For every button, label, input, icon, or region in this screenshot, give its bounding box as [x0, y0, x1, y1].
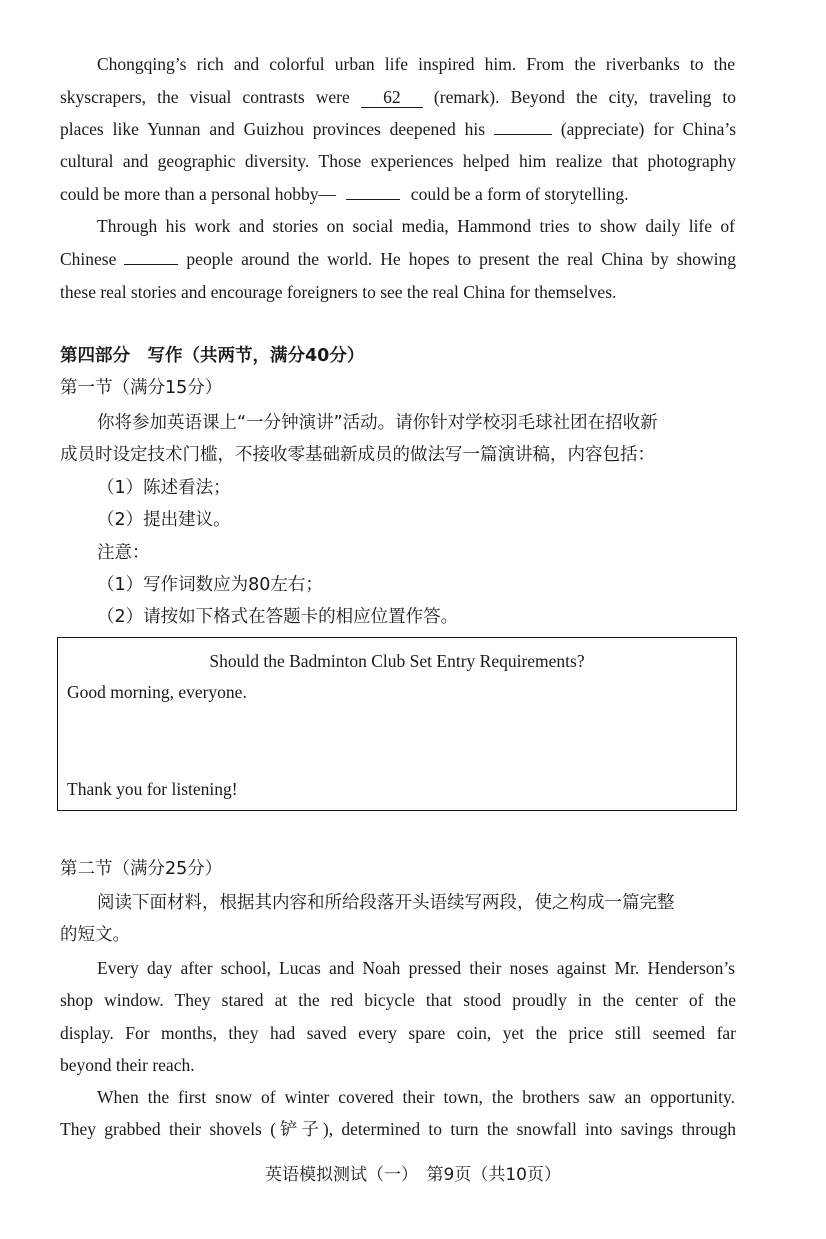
passage-a-p2-line-3: these real stories and encourage foreigners to see the real China for themselves. [60, 282, 617, 302]
passage-a-p1-line-5-post: could be a form of storytelling. [410, 184, 629, 204]
passage-a-p2-line-2-post: people around the world. He hopes to present the real China by showing [186, 249, 737, 269]
section2-heading: 第二节（满分25分） [60, 859, 223, 879]
section1-note-2: （2）请按如下格式在答题卡的相应位置作答。 [97, 607, 459, 627]
passage-a-p1-line-2-pre: skyscrapers, the visual contrasts were [60, 87, 350, 107]
blank-63 [494, 134, 552, 135]
speech-closing: Thank you for listening! [67, 779, 238, 799]
section2-instruction-line-1: 阅读下面材料，根据其内容和所给段落开头语续写两段，使之构成一篇完整 [97, 893, 675, 913]
story-p1-line-3: display. For months, they had saved every spare coin, yet the price still seemed far [60, 1023, 736, 1043]
blank-65 [124, 264, 178, 265]
blank-62: 62 [361, 87, 423, 108]
passage-a-p1-line-4: cultural and geographic diversity. Those experiences helped him realize that photography [60, 151, 736, 171]
passage-a-p2-line-2-pre: Chinese [60, 249, 117, 269]
passage-a-p1-line-5 [60, 182, 736, 206]
section1-note-1: （1）写作词数应为80左右； [97, 575, 323, 595]
passage-a-p2-line-2 [60, 247, 736, 271]
story-p2-line-2: They grabbed their shovels (铲子), determined to turn the snowfall into savings through [60, 1119, 736, 1139]
passage-a-p1-line-3-pre: places like Yunnan and Guizhou provinces deepened his [60, 119, 486, 139]
section1-item-2: （2）提出建议。 [97, 510, 231, 530]
page-footer: 英语模拟测试（一） 第9页（共10页） [265, 1165, 561, 1185]
section1-item-1: （1）陈述看法； [97, 478, 231, 498]
section1-instruction-line-1: 你将参加英语课上“一分钟演讲”活动。请你针对学校羽毛球社团在招收新 [97, 413, 658, 433]
story-p2-line-1: When the first snow of winter covered their town, the brothers saw an opportunity. [97, 1087, 735, 1107]
passage-a-p1-line-2-post: (remark). Beyond the city, traveling to [433, 87, 737, 107]
story-p1-line-2: shop window. They stared at the red bicycle that stood proudly in the center of the [60, 990, 736, 1010]
story-p1-line-1: Every day after school, Lucas and Noah pressed their noses against Mr. Henderson’s [97, 958, 735, 978]
section1-note-label: 注意： [97, 543, 150, 563]
passage-a-p1-line-2 [60, 85, 736, 109]
passage-a-p2-line-1: Through his work and stories on social media, Hammond tries to show daily life of [97, 216, 735, 236]
story-p1-line-4: beyond their reach. [60, 1055, 195, 1075]
passage-a-p1-line-3-post: (appreciate) for China’s [560, 119, 737, 139]
passage-a-p1-line-1: Chongqing’s rich and colorful urban life inspired him. From the riverbanks to the [97, 54, 735, 74]
passage-a-p1-line-5-pre: could be more than a personal hobby— [60, 184, 337, 204]
section1-heading: 第一节（满分15分） [60, 378, 223, 398]
section1-instruction-line-2: 成员时设定技术门槛，不接收零基础新成员的做法写一篇演讲稿，内容包括： [60, 445, 655, 465]
speech-opening: Good morning, everyone. [67, 682, 247, 702]
speech-title: Should the Badminton Club Set Entry Requirements? [209, 651, 585, 671]
section2-instruction-line-2: 的短文。 [60, 925, 130, 945]
passage-a-p1-line-3 [60, 117, 736, 141]
blank-64 [346, 199, 400, 200]
answer-format-box [57, 637, 737, 811]
part4-heading: 第四部分 写作（共两节，满分40分） [60, 346, 365, 366]
